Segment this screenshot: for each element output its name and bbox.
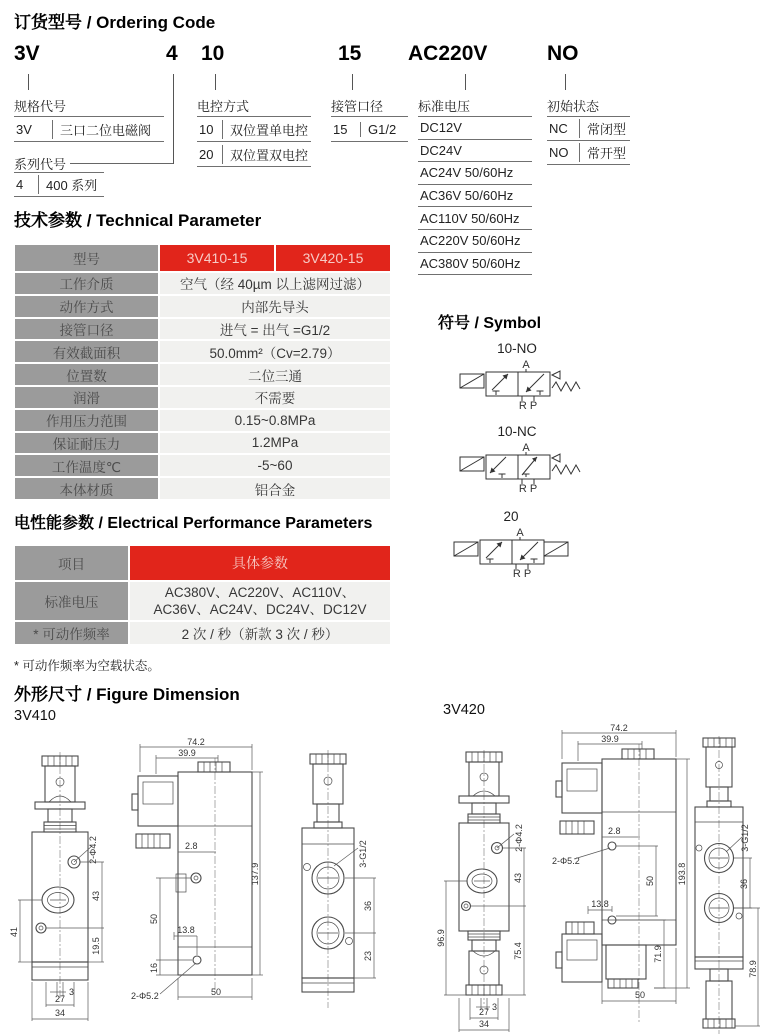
tick-3v [28, 74, 29, 90]
voltage-option: DC12V [420, 120, 462, 136]
code-part-10: 10 [201, 42, 225, 65]
state-code: NO [549, 145, 569, 160]
voltage-option: AC24V 50/60Hz [420, 165, 514, 181]
tech-row-label: 保证耐压力 [15, 433, 158, 454]
dim-420-side-71-9: 71.9 [653, 945, 663, 963]
tick-15 [352, 74, 353, 90]
leader-line-4 [173, 74, 174, 164]
elec-frequency-label: * 可动作频率 [15, 622, 128, 644]
dim-420-right-port: 3-G1/2 [740, 824, 750, 852]
voltage-option: AC220V 50/60Hz [420, 233, 521, 249]
dim-410-side-74-2: 74.2 [187, 737, 205, 747]
tech-row-value: 不需要 [160, 387, 390, 408]
dim-420-front-3: 3 [492, 1002, 498, 1012]
dimension-title: 外形尺寸 / Figure Dimension [14, 685, 240, 704]
series-label: 系列代号 [14, 157, 67, 172]
symbol-name-10-no: 10-NO [497, 341, 537, 356]
dim-410-side-13-8: 13.8 [177, 925, 195, 935]
dim-420-side-193-8: 193.8 [677, 862, 687, 886]
elec-voltage-line2: AC36V、AC24V、DC24V、DC12V [153, 602, 367, 617]
code-part-ac220v: AC220V [408, 42, 488, 65]
spec-table [14, 116, 164, 142]
spec-desc: 三口二位电磁阀 [52, 120, 164, 139]
drawing-3v410-side [130, 738, 265, 1014]
tech-row-label: 有效截面积 [15, 341, 158, 362]
table-row [14, 173, 104, 197]
tech-row-value: 0.15~0.8MPa [160, 410, 390, 431]
symbol-ports-rp: R P [518, 483, 538, 495]
control-table [197, 116, 311, 167]
tech-row-label: 工作介质 [15, 273, 158, 294]
electrical-footnote: * 可动作频率为空载状态。 [14, 659, 160, 673]
elec-header-label: 项目 [15, 546, 128, 580]
tech-row-label: 动作方式 [15, 296, 158, 317]
tech-row-value: 内部先导头 [160, 296, 390, 317]
table-row [418, 253, 532, 276]
leader-line-4-h [70, 163, 173, 164]
state-label: 初始状态 [547, 99, 600, 114]
voltage-table [418, 116, 532, 275]
tech-row-value: 二位三通 [160, 364, 390, 385]
dim-420-front-96-9: 96.9 [436, 929, 446, 947]
table-row [547, 117, 630, 141]
symbol-port-a: A [516, 527, 524, 539]
drawing-3v420-front [436, 748, 552, 1034]
model-name-3v410: 3V410 [14, 708, 56, 724]
tech-row-value: 空气（经 40µm 以上滤网过滤） [160, 273, 390, 294]
dim-420-side-2-8: 2.8 [608, 826, 621, 836]
tech-row-value: -5~60 [160, 455, 390, 476]
drawing-3v420-side [550, 724, 692, 1032]
table-row [418, 117, 532, 140]
dim-410-side-16: 16 [149, 962, 159, 974]
dim-410-front-hole: 2-Φ4.2 [88, 836, 98, 864]
voltage-option: AC380V 50/60Hz [420, 255, 521, 271]
code-part-15: 15 [338, 42, 362, 65]
voltage-option: AC110V 50/60Hz [420, 210, 520, 226]
dim-410-front-41: 41 [9, 926, 19, 938]
tech-row-value: 进气 = 出气 =G1/2 [160, 319, 390, 340]
model-name-3v420: 3V420 [443, 702, 485, 718]
tech-row-label: 作用压力范围 [15, 410, 158, 431]
symbol-title: 符号 / Symbol [438, 315, 542, 332]
state-code: NC [549, 121, 568, 136]
port-desc: G1/2 [360, 122, 408, 137]
elec-frequency-value: 2 次 / 秒（新款 3 次 / 秒） [130, 622, 390, 644]
control-code: 20 [199, 146, 214, 162]
drawing-3v420-right [688, 734, 762, 1036]
dim-420-side-50b: 50 [634, 990, 646, 1000]
series-table [14, 172, 104, 197]
dim-410-front-27: 27 [54, 994, 66, 1004]
technical-table [15, 245, 390, 499]
tech-row-label: 工作温度℃ [15, 455, 158, 476]
state-desc: 常开型 [579, 143, 630, 162]
drawing-3v410-right [288, 748, 398, 1034]
code-part-3v: 3V [14, 42, 40, 65]
table-row [331, 117, 408, 142]
port-code: 15 [333, 121, 348, 137]
dim-420-side-50v: 50 [645, 875, 655, 887]
voltage-label: 标准电压 [418, 99, 471, 114]
electrical-table [15, 546, 390, 644]
dim-420-right-78-9: 78.9 [748, 960, 758, 978]
symbol-port-a: A [522, 359, 530, 371]
tech-row-value: 50.0mm²（Cv=2.79） [160, 341, 390, 362]
symbol-name-10-nc: 10-NC [497, 424, 537, 439]
symbol-name-20: 20 [503, 509, 519, 524]
tech-header-model1: 3V410-15 [160, 245, 274, 271]
drawing-3v410-front [9, 750, 122, 1032]
code-part-4: 4 [166, 42, 178, 65]
technical-title: 技术参数 / Technical Parameter [14, 211, 262, 230]
dim-410-front-34: 34 [54, 1008, 66, 1018]
dim-420-front-43: 43 [513, 872, 523, 884]
dim-410-front-43: 43 [91, 890, 101, 902]
symbol-ports-rp: R P [512, 568, 532, 580]
tech-row-value: 1.2MPa [160, 433, 390, 454]
control-desc: 双位置双电控 [222, 145, 311, 164]
tech-row-label: 本体材质 [15, 478, 158, 499]
symbol-ports-rp: R P [518, 400, 538, 412]
control-label: 电控方式 [197, 99, 250, 114]
port-label: 接管口径 [331, 99, 384, 114]
dim-410-side-50v: 50 [149, 913, 159, 925]
state-table [547, 116, 630, 165]
spec-label: 规格代号 [14, 99, 67, 114]
dim-420-front-34: 34 [478, 1019, 490, 1029]
electrical-title: 电性能参数 / Electrical Performance Parameters [14, 515, 373, 532]
elec-voltage-label: 标准电压 [15, 582, 128, 620]
dim-410-side-137-9: 137.9 [250, 862, 260, 886]
dim-420-side-39-9: 39.9 [601, 734, 619, 744]
dim-410-side-hole: 2-Φ5.2 [131, 991, 159, 1001]
tech-row-value: 铝合金 [160, 478, 390, 499]
dim-420-right-36: 36 [739, 878, 749, 890]
table-row [547, 141, 630, 165]
dim-420-side-74-2: 74.2 [610, 723, 628, 733]
table-row [418, 230, 532, 253]
tech-row-label: 润滑 [15, 387, 158, 408]
port-table [331, 116, 408, 142]
code-part-no: NO [547, 42, 579, 65]
state-desc: 常闭型 [579, 119, 630, 138]
elec-voltage-value [130, 582, 390, 620]
valve-symbol-10-nc [452, 441, 582, 493]
tech-row-label: 接管口径 [15, 319, 158, 340]
voltage-option: AC36V 50/60Hz [420, 188, 514, 204]
table-row [418, 140, 532, 163]
tech-header-label: 型号 [15, 245, 158, 271]
dim-410-front-19-5: 19.5 [91, 937, 101, 955]
dim-410-right-port: 3-G1/2 [358, 840, 368, 868]
valve-symbol-10-no [452, 358, 582, 410]
table-row [14, 117, 164, 142]
table-row [197, 142, 311, 167]
valve-symbol-20 [446, 526, 576, 578]
dim-420-front-75-4: 75.4 [513, 942, 523, 960]
table-row [197, 117, 311, 142]
series-code: 4 [16, 177, 24, 192]
spec-code: 3V [16, 121, 32, 137]
dim-410-side-39-9: 39.9 [178, 748, 196, 758]
dim-420-side-hole: 2-Φ5.2 [552, 856, 580, 866]
dim-410-side-2-8: 2.8 [185, 841, 198, 851]
table-row [418, 162, 532, 185]
dim-410-right-23: 23 [363, 950, 373, 962]
dim-410-front-3: 3 [69, 987, 75, 997]
symbol-port-a: A [522, 442, 530, 454]
elec-header-value: 具体参数 [130, 546, 390, 580]
tech-header-model2: 3V420-15 [276, 245, 390, 271]
dim-420-front-27: 27 [478, 1007, 490, 1017]
tick-no [565, 74, 566, 90]
control-code: 10 [199, 121, 214, 137]
dim-420-side-13-8: 13.8 [591, 899, 609, 909]
table-row [418, 207, 532, 230]
series-desc: 400 系列 [38, 175, 104, 194]
ordering-title: 订货型号 / Ordering Code [14, 13, 216, 32]
dim-410-side-50b: 50 [210, 987, 222, 997]
table-row [418, 185, 532, 208]
elec-voltage-line1: AC380V、AC220V、AC110V、 [164, 585, 356, 600]
tech-row-label: 位置数 [15, 364, 158, 385]
voltage-option: DC24V [420, 142, 462, 158]
dim-420-front-hole: 2-Φ4.2 [514, 824, 524, 852]
tick-ac220v [465, 74, 466, 90]
dim-410-right-36: 36 [363, 900, 373, 912]
control-desc: 双位置单电控 [222, 120, 311, 139]
tick-10 [215, 74, 216, 90]
